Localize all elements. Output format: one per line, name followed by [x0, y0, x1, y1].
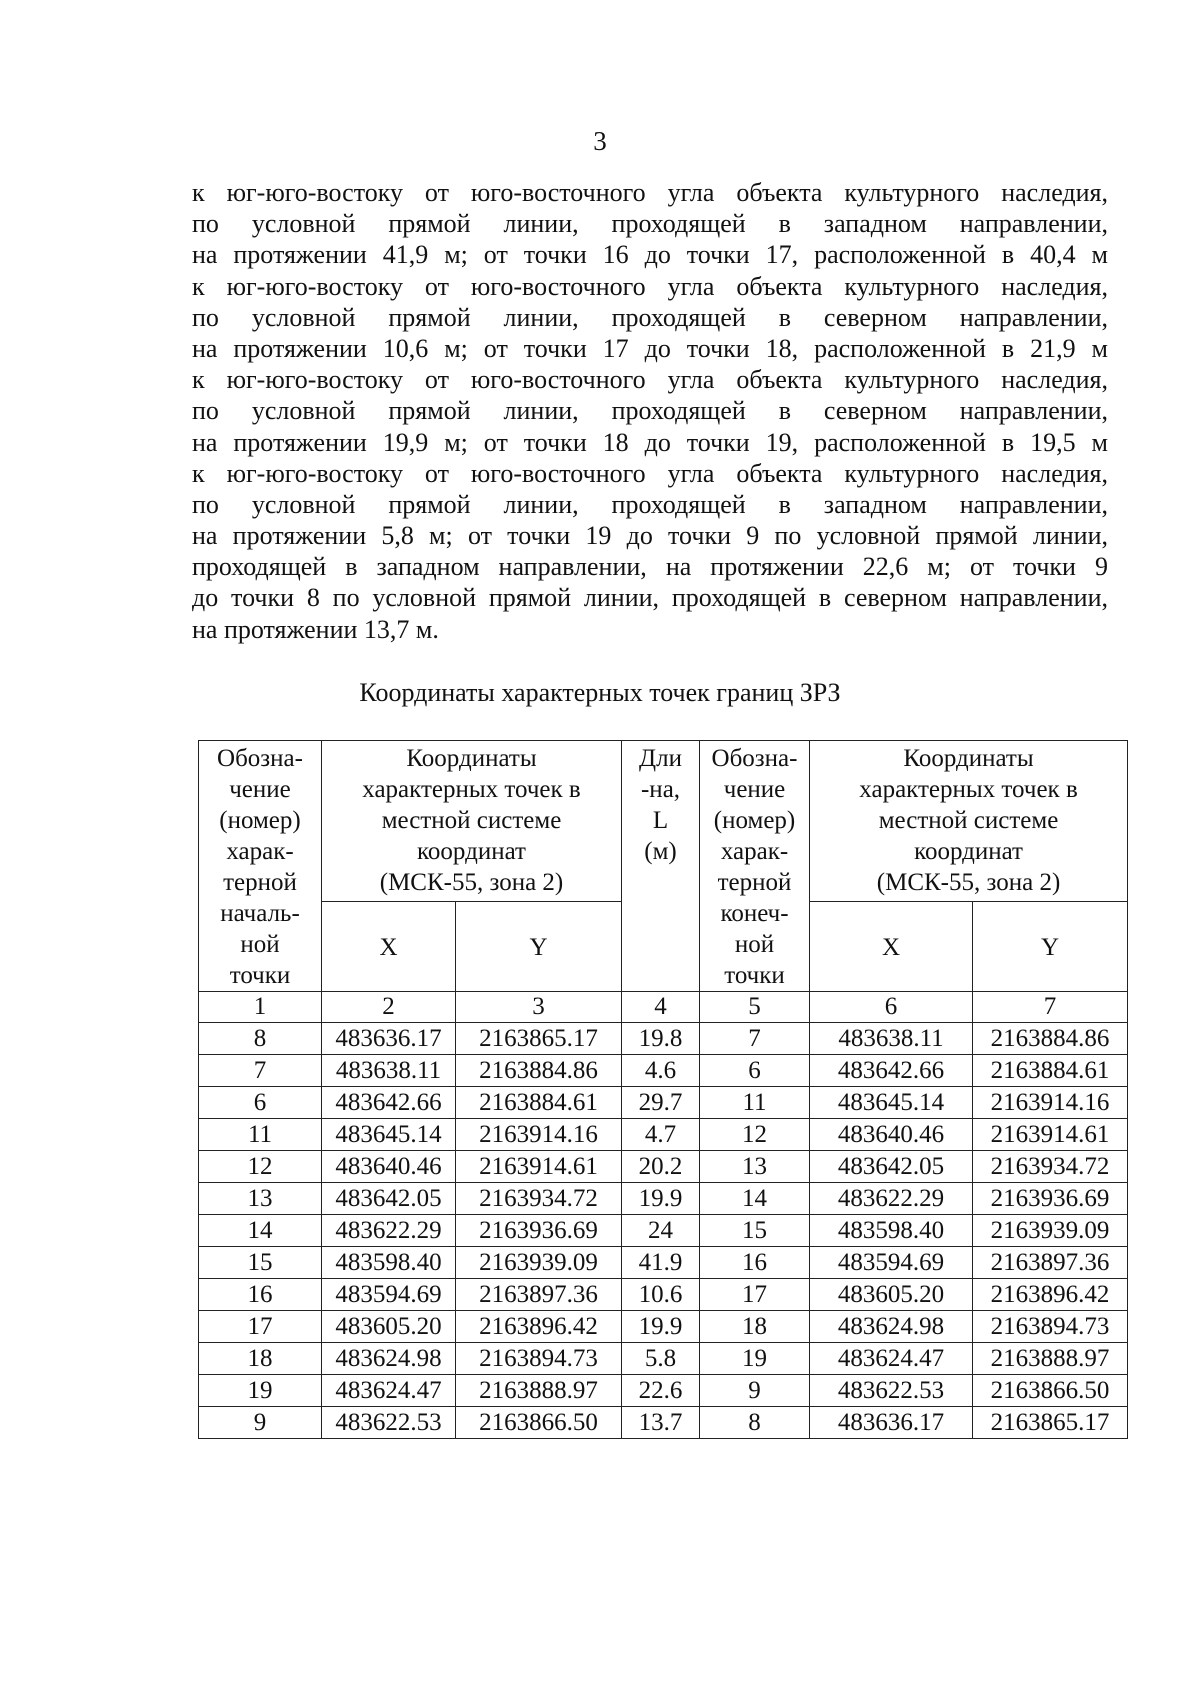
header-line: -на,	[640, 776, 681, 803]
cell-start-point: 11	[199, 1119, 322, 1151]
cell-start-x: 483638.11	[322, 1055, 456, 1087]
header-line: координат	[914, 838, 1023, 865]
table-row	[199, 1087, 1128, 1119]
paragraph-line: по условной прямой линии, проходящей в западном направлении,	[192, 209, 1108, 239]
cell-end-y: 2163894.73	[973, 1311, 1128, 1343]
paragraph-line: на протяжении 19,9 м; от точки 18 до точки 19, расположенной в 19,5 м	[192, 427, 1108, 457]
cell-end-y: 2163914.61	[973, 1119, 1128, 1151]
cell-start-point: 16	[199, 1279, 322, 1311]
cell-start-point: 6	[199, 1087, 322, 1119]
paragraph-line: проходящей в западном направлении, на протяжении 22,6 м; от точки 9	[192, 552, 1108, 582]
header-line: (МСК-55, зона 2)	[876, 869, 1061, 896]
cell-length: 19.9	[622, 1311, 700, 1343]
cell-end-y: 2163934.72	[973, 1151, 1128, 1183]
header-length	[622, 741, 700, 992]
table-row	[199, 1183, 1128, 1215]
paragraph-line: к юг-юго-востоку от юго-восточного угла объекта культурного наследия,	[192, 458, 1108, 488]
column-number-row	[199, 992, 1128, 1023]
cell-start-y: 2163934.72	[456, 1183, 622, 1215]
cell-start-x: 483624.47	[322, 1375, 456, 1407]
paragraph-line: по условной прямой линии, проходящей в северном направлении,	[192, 302, 1108, 332]
column-number: 4	[622, 992, 700, 1023]
paragraph-line: по условной прямой линии, проходящей в западном направлении,	[192, 489, 1108, 519]
header-line: терной	[223, 869, 297, 896]
cell-start-x: 483642.66	[322, 1087, 456, 1119]
header-line: терной	[717, 869, 792, 896]
cell-start-point: 19	[199, 1375, 322, 1407]
header-line: местной системе	[381, 807, 562, 834]
table-row	[199, 1343, 1128, 1375]
paragraph-line: к юг-юго-востоку от юго-восточного угла объекта культурного наследия,	[192, 178, 1108, 207]
column-number: 3	[456, 992, 622, 1023]
cell-start-y: 2163884.61	[456, 1087, 622, 1119]
cell-end-y: 2163888.97	[973, 1343, 1128, 1375]
cell-start-y: 2163936.69	[456, 1215, 622, 1247]
column-number: 5	[700, 992, 810, 1023]
header-line: Координаты	[406, 745, 537, 772]
cell-end-point: 19	[700, 1343, 810, 1375]
cell-start-point: 18	[199, 1343, 322, 1375]
header-start-point	[199, 741, 322, 992]
cell-end-x: 483636.17	[810, 1407, 973, 1439]
header-line: Обозна-	[217, 745, 303, 772]
cell-end-point: 12	[700, 1119, 810, 1151]
cell-length: 4.6	[622, 1055, 700, 1087]
table-row	[199, 1215, 1128, 1247]
header-line: ной	[240, 931, 280, 958]
header-line: Обозна-	[711, 745, 798, 772]
header-line: точки	[229, 962, 291, 989]
header-line: местной системе	[878, 807, 1059, 834]
cell-end-point: 11	[700, 1087, 810, 1119]
cell-start-y: 2163897.36	[456, 1279, 622, 1311]
header-line: началь-	[220, 900, 300, 927]
header-line: (номер)	[713, 807, 796, 834]
cell-start-y: 2163888.97	[456, 1375, 622, 1407]
header-line: чение	[723, 776, 786, 803]
body-paragraph	[192, 177, 1108, 645]
cell-length: 24	[622, 1215, 700, 1247]
header-line: L	[652, 807, 669, 834]
cell-end-point: 18	[700, 1311, 810, 1343]
table-title: Координаты характерных точек границ ЗРЗ	[359, 678, 841, 707]
paragraph-line: на протяжении 5,8 м; от точки 19 до точки 9 по условной прямой линии,	[192, 521, 1108, 551]
cell-length: 19.9	[622, 1183, 700, 1215]
cell-end-y: 2163884.61	[973, 1055, 1128, 1087]
cell-length: 10.6	[622, 1279, 700, 1311]
cell-end-point: 14	[700, 1183, 810, 1215]
column-number: 2	[322, 992, 456, 1023]
cell-start-point: 13	[199, 1183, 322, 1215]
cell-end-point: 13	[700, 1151, 810, 1183]
cell-end-y: 2163939.09	[973, 1215, 1128, 1247]
header-end-point	[700, 741, 810, 992]
paragraph-line: к юг-юго-востоку от юго-восточного угла объекта культурного наследия,	[192, 365, 1108, 395]
cell-end-point: 8	[700, 1407, 810, 1439]
column-number: 7	[973, 992, 1128, 1023]
cell-end-x: 483598.40	[810, 1215, 973, 1247]
column-number: 1	[199, 992, 322, 1023]
cell-end-x: 483605.20	[810, 1279, 973, 1311]
cell-start-x: 483598.40	[322, 1247, 456, 1279]
table-row	[199, 1055, 1128, 1087]
cell-start-point: 14	[199, 1215, 322, 1247]
page-number: 3	[593, 126, 607, 156]
cell-end-x: 483645.14	[810, 1087, 973, 1119]
cell-end-x: 483640.46	[810, 1119, 973, 1151]
cell-start-x: 483624.98	[322, 1343, 456, 1375]
table-row	[199, 1311, 1128, 1343]
cell-end-x: 483624.98	[810, 1311, 973, 1343]
coordinates-table	[198, 740, 1128, 1439]
header-line: Координаты	[903, 745, 1034, 772]
paragraph-line: по условной прямой линии, проходящей в северном направлении,	[192, 396, 1108, 426]
cell-start-point: 17	[199, 1311, 322, 1343]
cell-start-x: 483636.17	[322, 1023, 456, 1055]
cell-end-y: 2163896.42	[973, 1279, 1128, 1311]
table-header-row	[199, 741, 1128, 902]
header-x-end: X	[810, 902, 973, 992]
cell-start-x: 483622.29	[322, 1215, 456, 1247]
cell-length: 29.7	[622, 1087, 700, 1119]
cell-end-y: 2163897.36	[973, 1247, 1128, 1279]
cell-start-x: 483640.46	[322, 1151, 456, 1183]
header-start-coords	[322, 741, 622, 902]
header-line: точки	[724, 962, 785, 989]
cell-start-y: 2163914.16	[456, 1119, 622, 1151]
table-row	[199, 1279, 1128, 1311]
cell-start-point: 9	[199, 1407, 322, 1439]
cell-end-point: 15	[700, 1215, 810, 1247]
cell-start-point: 8	[199, 1023, 322, 1055]
header-y-start: Y	[456, 902, 622, 992]
paragraph-line: на протяжении 41,9 м; от точки 16 до точки 17, расположенной в 40,4 м	[192, 240, 1108, 270]
header-line: конеч-	[720, 900, 789, 927]
cell-end-x: 483638.11	[810, 1023, 973, 1055]
column-number: 6	[810, 992, 973, 1023]
cell-end-point: 7	[700, 1023, 810, 1055]
header-line: (м)	[644, 838, 677, 865]
paragraph-line: до точки 8 по условной прямой линии, проходящей в северном направлении,	[192, 583, 1108, 613]
header-line: характерных точек в	[859, 776, 1078, 803]
cell-start-x: 483605.20	[322, 1311, 456, 1343]
cell-end-point: 17	[700, 1279, 810, 1311]
cell-end-y: 2163865.17	[973, 1407, 1128, 1439]
header-end-coords	[810, 741, 1128, 902]
cell-end-y: 2163866.50	[973, 1375, 1128, 1407]
header-line: характерных точек в	[362, 776, 581, 803]
table-row	[199, 1151, 1128, 1183]
cell-end-x: 483624.47	[810, 1343, 973, 1375]
header-y-end: Y	[973, 902, 1128, 992]
cell-end-x: 483642.66	[810, 1055, 973, 1087]
cell-start-y: 2163866.50	[456, 1407, 622, 1439]
cell-end-point: 6	[700, 1055, 810, 1087]
header-line: Дли	[639, 745, 682, 772]
cell-end-x: 483594.69	[810, 1247, 973, 1279]
cell-length: 5.8	[622, 1343, 700, 1375]
cell-start-y: 2163896.42	[456, 1311, 622, 1343]
cell-start-x: 483642.05	[322, 1183, 456, 1215]
cell-start-point: 15	[199, 1247, 322, 1279]
table-row	[199, 1247, 1128, 1279]
cell-end-y: 2163914.16	[973, 1087, 1128, 1119]
cell-start-x: 483594.69	[322, 1279, 456, 1311]
cell-end-x: 483622.29	[810, 1183, 973, 1215]
cell-length: 4.7	[622, 1119, 700, 1151]
cell-end-y: 2163936.69	[973, 1183, 1128, 1215]
cell-length: 19.8	[622, 1023, 700, 1055]
header-x-start: X	[322, 902, 456, 992]
cell-length: 41.9	[622, 1247, 700, 1279]
table-row	[199, 1407, 1128, 1439]
cell-start-y: 2163865.17	[456, 1023, 622, 1055]
cell-end-x: 483622.53	[810, 1375, 973, 1407]
header-line: харак-	[720, 838, 789, 865]
cell-end-y: 2163884.86	[973, 1023, 1128, 1055]
table-body	[199, 1023, 1128, 1439]
paragraph-line: на протяжении 10,6 м; от точки 17 до точки 18, расположенной в 21,9 м	[192, 333, 1108, 363]
cell-start-y: 2163914.61	[456, 1151, 622, 1183]
header-line: чение	[229, 776, 291, 803]
cell-end-x: 483642.05	[810, 1151, 973, 1183]
table-row	[199, 1023, 1128, 1055]
header-line: ной	[734, 931, 775, 958]
header-line: харак-	[226, 838, 294, 865]
cell-start-point: 7	[199, 1055, 322, 1087]
cell-start-x: 483645.14	[322, 1119, 456, 1151]
cell-length: 13.7	[622, 1407, 700, 1439]
cell-end-point: 16	[700, 1247, 810, 1279]
cell-start-y: 2163939.09	[456, 1247, 622, 1279]
cell-length: 22.6	[622, 1375, 700, 1407]
cell-end-point: 9	[700, 1375, 810, 1407]
cell-start-y: 2163894.73	[456, 1343, 622, 1375]
header-line: (МСК-55, зона 2)	[379, 869, 564, 896]
header-line: координат	[417, 838, 526, 865]
cell-start-x: 483622.53	[322, 1407, 456, 1439]
paragraph-line: на протяжении 13,7 м.	[192, 614, 439, 644]
table-row	[199, 1119, 1128, 1151]
table-row	[199, 1375, 1128, 1407]
header-line: (номер)	[219, 807, 301, 834]
cell-length: 20.2	[622, 1151, 700, 1183]
cell-start-y: 2163884.86	[456, 1055, 622, 1087]
paragraph-line: к юг-юго-востоку от юго-восточного угла объекта культурного наследия,	[192, 271, 1108, 301]
cell-start-point: 12	[199, 1151, 322, 1183]
